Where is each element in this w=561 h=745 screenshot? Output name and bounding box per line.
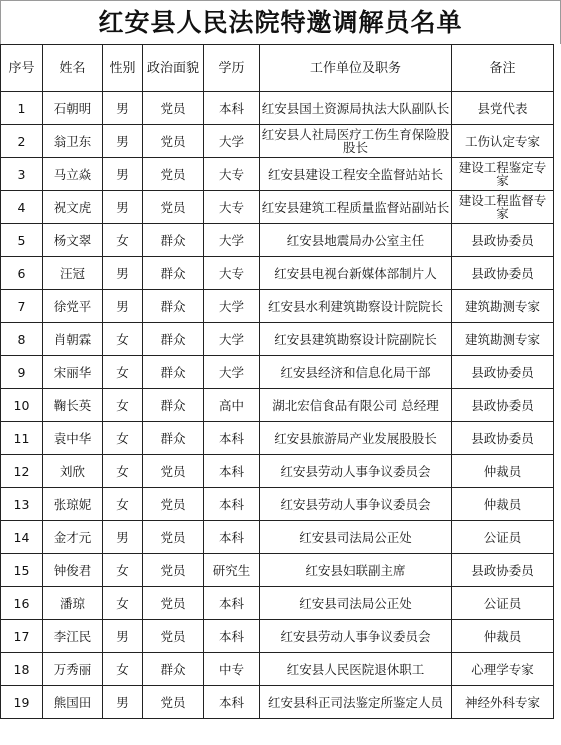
table-row xyxy=(1,92,554,125)
remarks-cell: 建筑勘测专家 xyxy=(452,290,554,323)
table-row xyxy=(1,290,554,323)
gender-cell: 男 xyxy=(103,257,143,290)
political-status-cell: 群众 xyxy=(143,422,204,455)
education-cell: 本科 xyxy=(204,521,260,554)
gender-cell: 女 xyxy=(103,224,143,257)
name-cell: 钟俊君 xyxy=(43,554,103,587)
name-cell: 万秀丽 xyxy=(43,653,103,686)
gender-cell: 女 xyxy=(103,356,143,389)
political-status-cell: 党员 xyxy=(143,158,204,191)
header-cell: 性别 xyxy=(103,45,143,92)
gender-cell: 女 xyxy=(103,488,143,521)
header-cell: 政治面貌 xyxy=(143,45,204,92)
remarks-cell: 建筑勘测专家 xyxy=(452,323,554,356)
row-number-cell: 10 xyxy=(1,389,43,422)
row-number-cell: 16 xyxy=(1,587,43,620)
mediator-table xyxy=(0,44,554,719)
employer-position-cell: 红安县旅游局产业发展股股长 xyxy=(260,422,452,455)
employer-position-cell: 红安县建设工程安全监督站站长 xyxy=(260,158,452,191)
employer-position-cell: 红安县劳动人事争议委员会 xyxy=(260,488,452,521)
row-number-cell: 6 xyxy=(1,257,43,290)
gender-cell: 男 xyxy=(103,620,143,653)
table-row xyxy=(1,323,554,356)
table-row xyxy=(1,488,554,521)
employer-position-cell: 红安县人社局医疗工伤生育保险股股长 xyxy=(260,125,452,158)
gender-cell: 男 xyxy=(103,158,143,191)
education-cell: 大专 xyxy=(204,191,260,224)
name-cell: 宋丽华 xyxy=(43,356,103,389)
education-cell: 大学 xyxy=(204,224,260,257)
table-row xyxy=(1,422,554,455)
employer-position-cell: 湖北宏信食品有限公司 总经理 xyxy=(260,389,452,422)
name-cell: 刘欣 xyxy=(43,455,103,488)
row-number-cell: 12 xyxy=(1,455,43,488)
table-row xyxy=(1,356,554,389)
gender-cell: 男 xyxy=(103,191,143,224)
education-cell: 大学 xyxy=(204,290,260,323)
gender-cell: 男 xyxy=(103,686,143,719)
education-cell: 中专 xyxy=(204,653,260,686)
gender-cell: 女 xyxy=(103,653,143,686)
remarks-cell: 仲裁员 xyxy=(452,455,554,488)
remarks-cell: 县政协委员 xyxy=(452,389,554,422)
name-cell: 潘琼 xyxy=(43,587,103,620)
name-cell: 马立焱 xyxy=(43,158,103,191)
name-cell: 熊国田 xyxy=(43,686,103,719)
name-cell: 鞠长英 xyxy=(43,389,103,422)
education-cell: 高中 xyxy=(204,389,260,422)
employer-position-cell: 红安县人民医院退休职工 xyxy=(260,653,452,686)
table-row xyxy=(1,686,554,719)
education-cell: 研究生 xyxy=(204,554,260,587)
name-cell: 金才元 xyxy=(43,521,103,554)
table-body xyxy=(1,92,554,719)
name-cell: 祝文虎 xyxy=(43,191,103,224)
name-cell: 汪冠 xyxy=(43,257,103,290)
table-row xyxy=(1,554,554,587)
table-row xyxy=(1,587,554,620)
name-cell: 李江民 xyxy=(43,620,103,653)
employer-position-cell: 红安县电视台新媒体部制片人 xyxy=(260,257,452,290)
name-cell: 张琼妮 xyxy=(43,488,103,521)
header-cell: 备注 xyxy=(452,45,554,92)
remarks-cell: 心理学专家 xyxy=(452,653,554,686)
employer-position-cell: 红安县妇联副主席 xyxy=(260,554,452,587)
remarks-cell: 县政协委员 xyxy=(452,257,554,290)
header-cell: 学历 xyxy=(204,45,260,92)
employer-position-cell: 红安县建筑工程质量监督站副站长 xyxy=(260,191,452,224)
employer-position-cell: 红安县地震局办公室主任 xyxy=(260,224,452,257)
row-number-cell: 7 xyxy=(1,290,43,323)
political-status-cell: 群众 xyxy=(143,224,204,257)
remarks-cell: 公证员 xyxy=(452,521,554,554)
education-cell: 大专 xyxy=(204,257,260,290)
row-number-cell: 2 xyxy=(1,125,43,158)
header-cell: 序号 xyxy=(1,45,43,92)
header-row xyxy=(1,45,554,92)
name-cell: 翁卫东 xyxy=(43,125,103,158)
employer-position-cell: 红安县国土资源局执法大队副队长 xyxy=(260,92,452,125)
gender-cell: 女 xyxy=(103,389,143,422)
remarks-cell: 公证员 xyxy=(452,587,554,620)
remarks-cell: 建设工程监督专家 xyxy=(452,191,554,224)
education-cell: 大学 xyxy=(204,356,260,389)
remarks-cell: 县政协委员 xyxy=(452,554,554,587)
remarks-cell: 县政协委员 xyxy=(452,422,554,455)
row-number-cell: 9 xyxy=(1,356,43,389)
row-number-cell: 19 xyxy=(1,686,43,719)
row-number-cell: 13 xyxy=(1,488,43,521)
employer-position-cell: 红安县建筑勘察设计院副院长 xyxy=(260,323,452,356)
remarks-cell: 工伤认定专家 xyxy=(452,125,554,158)
education-cell: 大专 xyxy=(204,158,260,191)
row-number-cell: 1 xyxy=(1,92,43,125)
political-status-cell: 党员 xyxy=(143,587,204,620)
education-cell: 本科 xyxy=(204,422,260,455)
table-row xyxy=(1,125,554,158)
table-row xyxy=(1,521,554,554)
gender-cell: 女 xyxy=(103,587,143,620)
remarks-cell: 县政协委员 xyxy=(452,224,554,257)
row-number-cell: 8 xyxy=(1,323,43,356)
political-status-cell: 群众 xyxy=(143,356,204,389)
row-number-cell: 18 xyxy=(1,653,43,686)
table-row xyxy=(1,158,554,191)
row-number-cell: 15 xyxy=(1,554,43,587)
gender-cell: 男 xyxy=(103,92,143,125)
row-number-cell: 14 xyxy=(1,521,43,554)
row-number-cell: 4 xyxy=(1,191,43,224)
row-number-cell: 3 xyxy=(1,158,43,191)
name-cell: 徐党平 xyxy=(43,290,103,323)
political-status-cell: 党员 xyxy=(143,686,204,719)
gender-cell: 男 xyxy=(103,521,143,554)
table-row xyxy=(1,455,554,488)
employer-position-cell: 红安县劳动人事争议委员会 xyxy=(260,455,452,488)
education-cell: 本科 xyxy=(204,620,260,653)
employer-position-cell: 红安县劳动人事争议委员会 xyxy=(260,620,452,653)
employer-position-cell: 红安县经济和信息化局干部 xyxy=(260,356,452,389)
education-cell: 本科 xyxy=(204,488,260,521)
political-status-cell: 党员 xyxy=(143,125,204,158)
political-status-cell: 党员 xyxy=(143,521,204,554)
remarks-cell: 仲裁员 xyxy=(452,620,554,653)
row-number-cell: 11 xyxy=(1,422,43,455)
gender-cell: 女 xyxy=(103,455,143,488)
name-cell: 杨文翠 xyxy=(43,224,103,257)
political-status-cell: 党员 xyxy=(143,554,204,587)
remarks-cell: 建设工程鉴定专家 xyxy=(452,158,554,191)
political-status-cell: 群众 xyxy=(143,653,204,686)
table-row xyxy=(1,620,554,653)
document-title: 红安县人民法院特邀调解员名单 xyxy=(0,0,561,44)
name-cell: 袁中华 xyxy=(43,422,103,455)
gender-cell: 女 xyxy=(103,554,143,587)
employer-position-cell: 红安县水利建筑勘察设计院院长 xyxy=(260,290,452,323)
employer-position-cell: 红安县司法局公正处 xyxy=(260,587,452,620)
gender-cell: 女 xyxy=(103,323,143,356)
political-status-cell: 党员 xyxy=(143,455,204,488)
political-status-cell: 党员 xyxy=(143,92,204,125)
education-cell: 大学 xyxy=(204,125,260,158)
education-cell: 本科 xyxy=(204,686,260,719)
political-status-cell: 群众 xyxy=(143,290,204,323)
header-cell: 姓名 xyxy=(43,45,103,92)
table-row xyxy=(1,389,554,422)
name-cell: 石朝明 xyxy=(43,92,103,125)
remarks-cell: 县政协委员 xyxy=(452,356,554,389)
employer-position-cell: 红安县科正司法鉴定所鉴定人员 xyxy=(260,686,452,719)
gender-cell: 男 xyxy=(103,125,143,158)
table-row xyxy=(1,224,554,257)
row-number-cell: 17 xyxy=(1,620,43,653)
table-row xyxy=(1,257,554,290)
row-number-cell: 5 xyxy=(1,224,43,257)
political-status-cell: 群众 xyxy=(143,257,204,290)
political-status-cell: 群众 xyxy=(143,389,204,422)
political-status-cell: 党员 xyxy=(143,620,204,653)
education-cell: 大学 xyxy=(204,323,260,356)
education-cell: 本科 xyxy=(204,92,260,125)
employer-position-cell: 红安县司法局公正处 xyxy=(260,521,452,554)
table-row xyxy=(1,653,554,686)
name-cell: 肖朝霖 xyxy=(43,323,103,356)
remarks-cell: 仲裁员 xyxy=(452,488,554,521)
political-status-cell: 党员 xyxy=(143,488,204,521)
table-row xyxy=(1,191,554,224)
gender-cell: 女 xyxy=(103,422,143,455)
remarks-cell: 县党代表 xyxy=(452,92,554,125)
education-cell: 本科 xyxy=(204,587,260,620)
header-cell: 工作单位及职务 xyxy=(260,45,452,92)
political-status-cell: 党员 xyxy=(143,191,204,224)
gender-cell: 男 xyxy=(103,290,143,323)
political-status-cell: 群众 xyxy=(143,323,204,356)
education-cell: 本科 xyxy=(204,455,260,488)
remarks-cell: 神经外科专家 xyxy=(452,686,554,719)
